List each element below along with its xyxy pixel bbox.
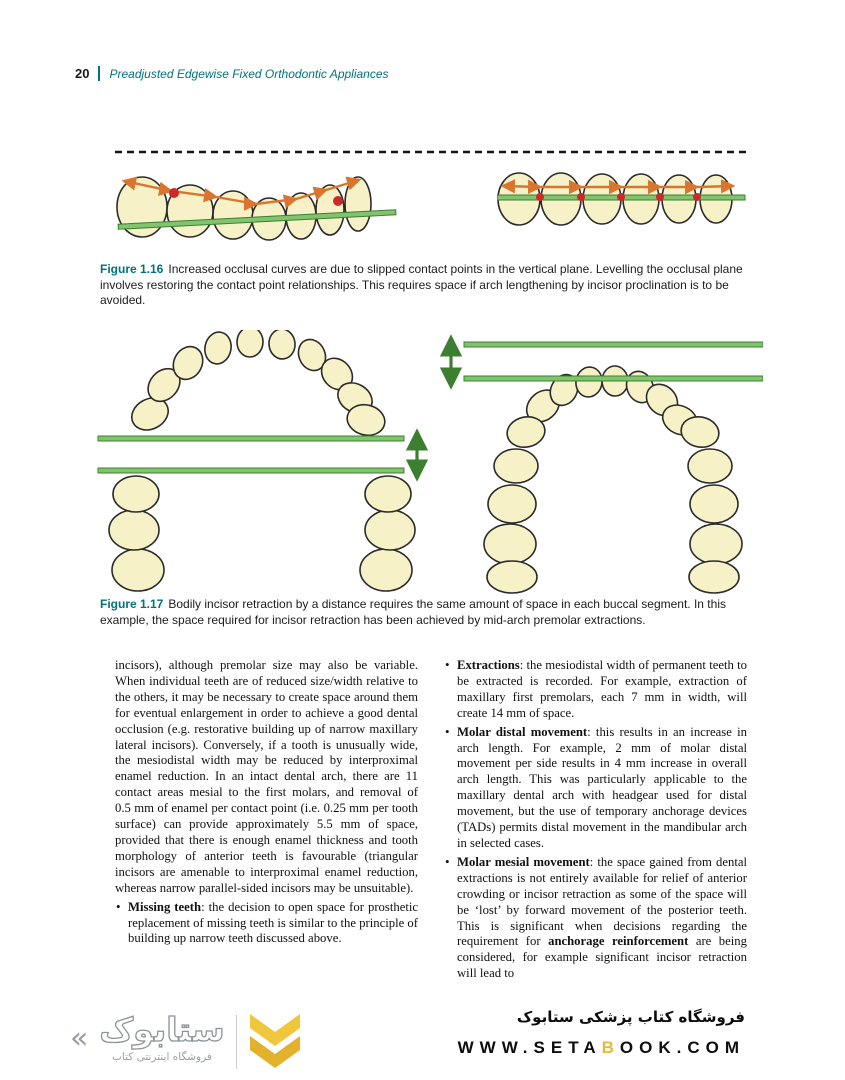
right-column — [444, 658, 747, 982]
logo-subtitle-fa: فروشگاه اینترنتی کتاب — [111, 1051, 212, 1064]
bullet-missing-teeth — [115, 900, 418, 948]
page-number: 20 — [75, 66, 90, 81]
website-url — [458, 1038, 745, 1058]
bullet-term: Molar mesial movement — [457, 854, 590, 869]
figure-label: Figure 1.17 — [100, 597, 164, 611]
url-highlight: B — [601, 1038, 620, 1057]
contact-alignment-arrows — [503, 186, 733, 187]
logo-divider — [236, 1015, 237, 1069]
store-name-fa: فروشگاه کتاب پزشکی ستابوک — [516, 1008, 745, 1026]
bullet-text: : the space gained from dental extractions is not entirely available for relief of anterior crowding or incisor retraction as some of the space will be ‘lost’ by forward movement of the posterior teeth. This is significant when decisions regarding the requirement for — [457, 854, 747, 949]
footer-site-info — [458, 1008, 745, 1058]
bullet-text: : this results in an increase in arch length. For example, 2 mm of molar distal movement per side results in 4 mm increase in overall arch length. This was particularly applicable to the maxillary dental arch with headgear used for distal movement, but the use of temporary anchorage devices (TADs) permits distal movement in the mandibular arch in selected cases. — [457, 724, 747, 850]
bullet-term: Extractions — [457, 658, 520, 672]
retraction-reference-line-lower — [98, 468, 404, 473]
bullet-term: Missing teeth — [128, 899, 202, 914]
contact-point-dot — [169, 188, 179, 198]
bullet-molar-mesial-movement — [444, 855, 747, 982]
figure-1-17-right-illustration — [438, 330, 763, 595]
figure-label: Figure 1.16 — [100, 262, 164, 276]
bullet-molar-distal-movement — [444, 725, 747, 852]
page-header — [75, 66, 389, 81]
figure-1-16-left-illustration — [116, 157, 401, 249]
figure-caption-text: Bodily incisor retraction by a distance requires the same amount of space in each buccal segment. In this example, the space required for incisor retraction has been achieved by mid-arch premolar extractions. — [100, 597, 726, 627]
bullet-bold-phrase: anchorage reinforcement — [548, 934, 689, 949]
figure-1-16-caption — [100, 262, 750, 309]
url-suffix: OOK.COM — [619, 1038, 745, 1057]
setabook-logo — [70, 1012, 302, 1070]
retraction-reference-line-upper — [464, 342, 763, 347]
dental-arch-teeth — [109, 330, 415, 591]
logo-chevron-icon — [248, 1012, 302, 1070]
retraction-reference-line-lower — [464, 376, 763, 381]
bullet-text: are being considered, for example significant incisor retraction will lead to — [457, 934, 747, 981]
bullet-text: : the mesiodistal width of permanent teeth to be extracted is recorded. For example, extraction of maxillary first premolars, each 7 mm in width, will create 14 mm of space. — [457, 658, 747, 720]
dental-arch-teeth — [484, 365, 742, 593]
body-text-columns — [115, 658, 747, 982]
figure-1-17-left-illustration — [92, 330, 432, 595]
left-column — [115, 658, 418, 982]
figure-1-17-caption — [100, 597, 750, 628]
occlusal-plane-dashed-line — [115, 149, 747, 155]
retraction-reference-line-upper — [98, 436, 404, 441]
logo-guillemet: « — [70, 1021, 89, 1056]
figure-1-16-right-illustration — [497, 157, 747, 239]
body-paragraph: incisors), although premolar size may also be variable. When individual teeth are of reduced size/width relative to the others, it may be necessary to create space around them for eventual enlargement in order to achieve a good dental occlusion (e.g. restorative building up of narrow maxillary lateral incisors). Conversely, if a tooth is unusually wide, the mesiodistal width may be reduced by interproximal enamel reduction. In an intact dental arch, there are 11 contact areas mesial to the first molars, and removal of 0.5 mm of enamel per contact point (i.e. 0.25 mm per tooth surface) can provide approximately 5.5 mm of space, provided that there is enough enamel thickness and tooth morphology of anterior teeth is favourable (triangular incisors are amenable to interproximal enamel reduction, whereas narrow parallel-sided incisors may be unsuitable). — [115, 658, 418, 895]
figure-caption-text: Increased occlusal curves are due to slipped contact points in the vertical plane. Levelling the occlusal plane involves restoring the contact point relationships. This requires space if arch lengthening by incisor proclination is to be avoided. — [100, 262, 743, 307]
header-divider — [98, 66, 100, 81]
logo-wordmark-fa: ستابوک — [99, 1010, 225, 1049]
running-title: Preadjusted Edgewise Fixed Orthodontic Appliances — [109, 66, 389, 81]
bullet-text: : the decision to open space for prosthetic replacement of missing teeth is similar to the principle of building up narrow teeth discussed above. — [128, 899, 419, 946]
bullet-extractions — [444, 658, 747, 722]
contact-point-dot — [333, 196, 343, 206]
bullet-term: Molar distal movement — [457, 724, 588, 739]
url-prefix: WWW.SETA — [457, 1038, 602, 1057]
logo-text-wrap — [99, 1012, 224, 1063]
